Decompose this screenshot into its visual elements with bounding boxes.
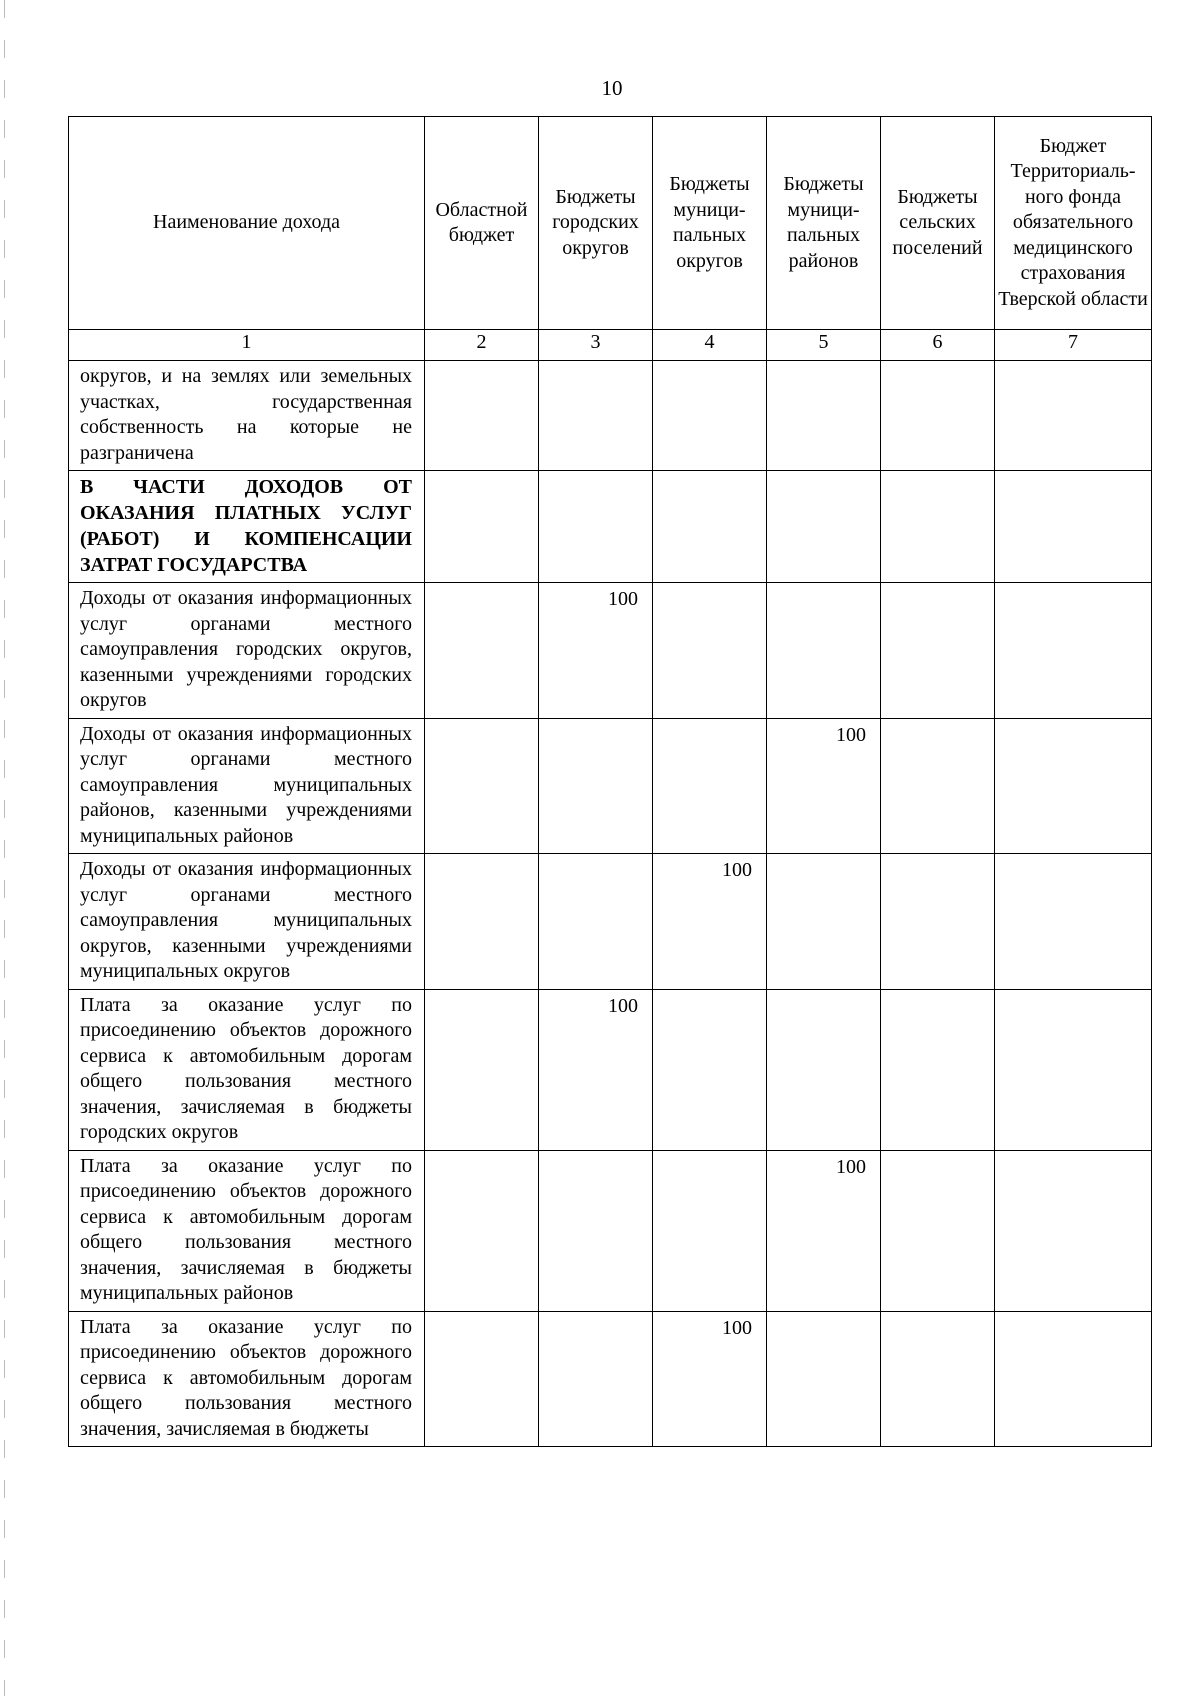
percent-cell bbox=[425, 989, 539, 1150]
percent-cell bbox=[995, 583, 1152, 719]
percent-cell bbox=[539, 718, 653, 854]
percent-cell bbox=[995, 989, 1152, 1150]
column-number: 7 bbox=[995, 330, 1152, 361]
table-row bbox=[69, 361, 1152, 471]
income-name-cell: округов, и на землях или земельных участках, государственная собственность на которые не разграничена bbox=[69, 361, 425, 471]
column-number-row bbox=[69, 330, 1152, 361]
percent-cell: 100 bbox=[539, 583, 653, 719]
income-name-cell: Доходы от оказания информационных услуг органами местного самоуправления муниципальных районов, казенными учреждениями муниципальных районов bbox=[69, 718, 425, 854]
percent-cell bbox=[881, 989, 995, 1150]
income-name-cell: Плата за оказание услуг по присоединению объектов дорожного сервиса к автомобильным дорогам общего пользования местного значения, зачисляемая в бюджеты муниципальных районов bbox=[69, 1150, 425, 1311]
income-name-cell: Доходы от оказания информационных услуг органами местного самоуправления муниципальных округов, казенными учреждениями муниципальных округов bbox=[69, 854, 425, 990]
percent-cell bbox=[539, 471, 653, 583]
percent-cell bbox=[995, 1311, 1152, 1447]
percent-cell bbox=[539, 361, 653, 471]
percent-cell bbox=[425, 718, 539, 854]
income-name-cell: Доходы от оказания информационных услуг органами местного самоуправления городских округов, казенными учреждениями городских округов bbox=[69, 583, 425, 719]
header-municipal-district-budgets: Бюджеты муници-пальных округов bbox=[653, 117, 767, 330]
table-row bbox=[69, 989, 1152, 1150]
header-regional-budget: Областной бюджет bbox=[425, 117, 539, 330]
header-income-name: Наименование дохода bbox=[69, 117, 425, 330]
percent-cell bbox=[767, 1311, 881, 1447]
percent-cell bbox=[425, 854, 539, 990]
income-name-cell: Плата за оказание услуг по присоединению объектов дорожного сервиса к автомобильным дорогам общего пользования местного значения, зачисляемая в бюджеты bbox=[69, 1311, 425, 1447]
table-body bbox=[69, 361, 1152, 1447]
column-number: 5 bbox=[767, 330, 881, 361]
percent-cell bbox=[767, 471, 881, 583]
percent-cell bbox=[653, 471, 767, 583]
percent-cell bbox=[881, 361, 995, 471]
percent-cell bbox=[425, 361, 539, 471]
column-number: 2 bbox=[425, 330, 539, 361]
header-rural-settlement-budgets: Бюджеты сельских поселений bbox=[881, 117, 995, 330]
income-distribution-table bbox=[68, 116, 1152, 1447]
section-heading-cell: В ЧАСТИ ДОХОДОВ ОТ ОКАЗАНИЯ ПЛАТНЫХ УСЛУГ (РАБОТ) И КОМПЕНСАЦИИ ЗАТРАТ ГОСУДАРСТВА bbox=[69, 471, 425, 583]
table-row bbox=[69, 471, 1152, 583]
column-number: 6 bbox=[881, 330, 995, 361]
percent-cell bbox=[767, 361, 881, 471]
percent-cell bbox=[653, 1150, 767, 1311]
percent-cell bbox=[767, 989, 881, 1150]
page-number: 10 bbox=[601, 76, 623, 100]
percent-cell bbox=[881, 1150, 995, 1311]
percent-cell bbox=[539, 854, 653, 990]
column-number: 4 bbox=[653, 330, 767, 361]
percent-cell bbox=[653, 361, 767, 471]
header-city-district-budgets: Бюджеты городских округов bbox=[539, 117, 653, 330]
table-row bbox=[69, 718, 1152, 854]
percent-cell bbox=[425, 1311, 539, 1447]
percent-cell bbox=[425, 583, 539, 719]
percent-cell bbox=[881, 854, 995, 990]
percent-cell bbox=[995, 361, 1152, 471]
percent-cell bbox=[995, 471, 1152, 583]
percent-cell bbox=[881, 583, 995, 719]
column-number: 1 bbox=[69, 330, 425, 361]
percent-cell bbox=[881, 718, 995, 854]
header-municipal-area-budgets: Бюджеты муници-пальных районов bbox=[767, 117, 881, 330]
table-row bbox=[69, 1311, 1152, 1447]
percent-cell bbox=[425, 1150, 539, 1311]
percent-cell bbox=[653, 718, 767, 854]
percent-cell bbox=[767, 854, 881, 990]
percent-cell: 100 bbox=[653, 1311, 767, 1447]
percent-cell bbox=[425, 471, 539, 583]
column-number: 3 bbox=[539, 330, 653, 361]
percent-cell: 100 bbox=[653, 854, 767, 990]
header-row bbox=[69, 117, 1152, 330]
percent-cell: 100 bbox=[539, 989, 653, 1150]
percent-cell bbox=[881, 1311, 995, 1447]
percent-cell bbox=[539, 1150, 653, 1311]
income-name-cell: Плата за оказание услуг по присоединению объектов дорожного сервиса к автомобильным дорогам общего пользования местного значения, зачисляемая в бюджеты городских округов bbox=[69, 989, 425, 1150]
percent-cell bbox=[995, 718, 1152, 854]
percent-cell bbox=[653, 583, 767, 719]
percent-cell bbox=[539, 1311, 653, 1447]
percent-cell bbox=[995, 1150, 1152, 1311]
percent-cell: 100 bbox=[767, 718, 881, 854]
scan-edge-line bbox=[4, 0, 5, 1696]
header-health-insurance-fund-budget: Бюджет Территориаль-ного фонда обязательного медицинского страхования Тверской области bbox=[995, 117, 1152, 330]
table-row bbox=[69, 583, 1152, 719]
percent-cell bbox=[995, 854, 1152, 990]
percent-cell bbox=[767, 583, 881, 719]
table-row bbox=[69, 1150, 1152, 1311]
percent-cell: 100 bbox=[767, 1150, 881, 1311]
percent-cell bbox=[881, 471, 995, 583]
percent-cell bbox=[653, 989, 767, 1150]
table-row bbox=[69, 854, 1152, 990]
